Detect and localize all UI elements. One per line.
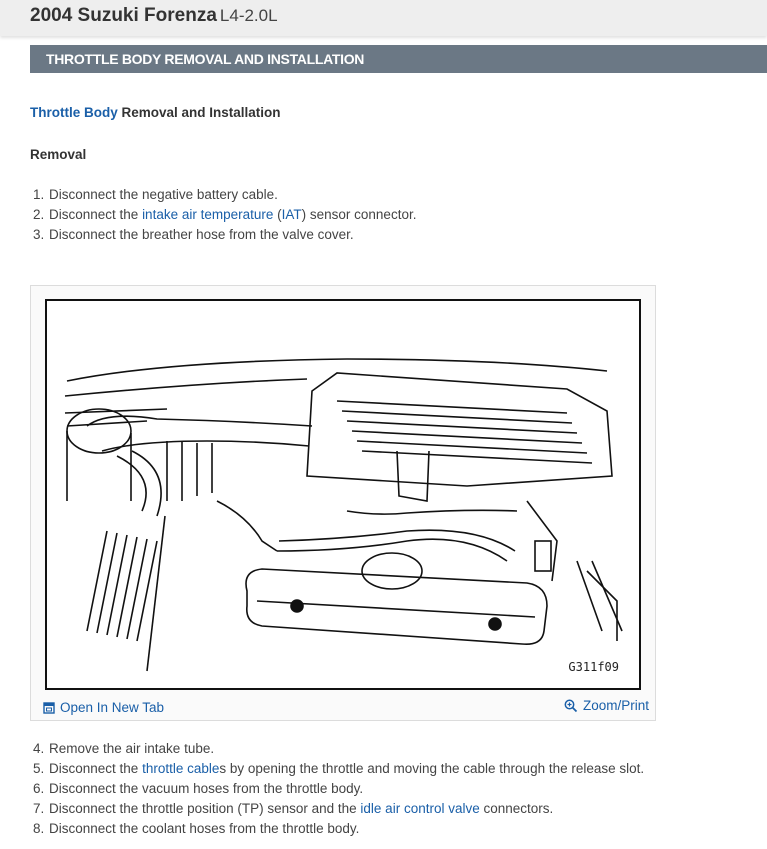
step-text: Disconnect the — [49, 761, 143, 776]
air-cleaner-box — [307, 373, 612, 486]
zoom-print-label: Zoom/Print — [582, 698, 649, 713]
step-number: 7. — [33, 801, 45, 816]
removal-steps-list-top — [33, 185, 416, 245]
intake-air-temperature-link[interactable]: intake air temperature — [142, 207, 274, 222]
step-number: 3. — [33, 227, 45, 242]
list-item — [33, 759, 644, 779]
throttle-cable-link[interactable]: throttle cable — [142, 761, 220, 776]
step-text: s by opening the throttle and moving the cable through the release slot. — [219, 761, 645, 776]
idle-air-control-valve-link[interactable]: idle air control valve — [360, 801, 480, 816]
step-number: 1. — [33, 187, 45, 202]
figure-code: G311f09 — [568, 660, 619, 674]
list-item — [33, 799, 644, 819]
top-header-bar — [0, 0, 767, 36]
step-text: Disconnect the breather hose from the valve cover. — [49, 227, 354, 242]
throttle-body-link[interactable]: Throttle Body — [30, 105, 118, 120]
engine-label: L4-2.0L — [219, 6, 278, 25]
step-text: Disconnect the negative battery cable. — [49, 187, 278, 202]
engine-diagram-figure — [45, 299, 641, 690]
step-text: Disconnect the vacuum hoses from the throttle body. — [49, 781, 364, 796]
vehicle-title: 2004 Suzuki Forenza — [30, 5, 217, 26]
removal-steps-list-bottom — [33, 739, 644, 839]
list-item — [33, 819, 644, 839]
step-text: Disconnect the throttle position (TP) sensor and the — [49, 801, 361, 816]
figure-card — [30, 285, 656, 721]
open-new-tab-icon — [43, 702, 55, 714]
zoom-print-link[interactable] — [564, 698, 649, 713]
procedure-subtitle — [30, 105, 281, 120]
open-in-new-tab-label: Open In New Tab — [60, 700, 165, 715]
open-in-new-tab-link[interactable] — [43, 700, 164, 715]
step-text: Remove the air intake tube. — [49, 741, 215, 756]
step-number: 6. — [33, 781, 45, 796]
figure-toolbar — [31, 694, 655, 720]
list-item — [33, 779, 644, 799]
list-item — [33, 739, 644, 759]
step-number: 4. — [33, 741, 45, 756]
page-title — [30, 5, 278, 27]
step-text: ) sensor connector. — [301, 207, 417, 222]
magnifier-zoom-icon — [564, 699, 578, 713]
step-text: Disconnect the coolant hoses from the throttle body. — [49, 821, 360, 836]
list-item — [33, 205, 416, 225]
removal-heading: Removal — [30, 147, 87, 162]
section-header-bar — [30, 45, 767, 73]
list-item — [33, 225, 416, 245]
step-text: Disconnect the — [49, 207, 143, 222]
step-number: 8. — [33, 821, 45, 836]
iat-link[interactable]: IAT — [281, 207, 302, 222]
subtitle-rest: Removal and Installation — [117, 105, 281, 120]
step-number: 2. — [33, 207, 45, 222]
step-text: connectors. — [479, 801, 554, 816]
step-number: 5. — [33, 761, 45, 776]
section-title: THROTTLE BODY REMOVAL AND INSTALLATION — [46, 51, 365, 67]
intake-duct — [87, 416, 312, 426]
hose — [277, 539, 507, 561]
hood-line — [67, 359, 607, 381]
list-item — [33, 185, 416, 205]
step-text: ( — [273, 207, 282, 222]
engine-line-drawing — [47, 301, 639, 688]
